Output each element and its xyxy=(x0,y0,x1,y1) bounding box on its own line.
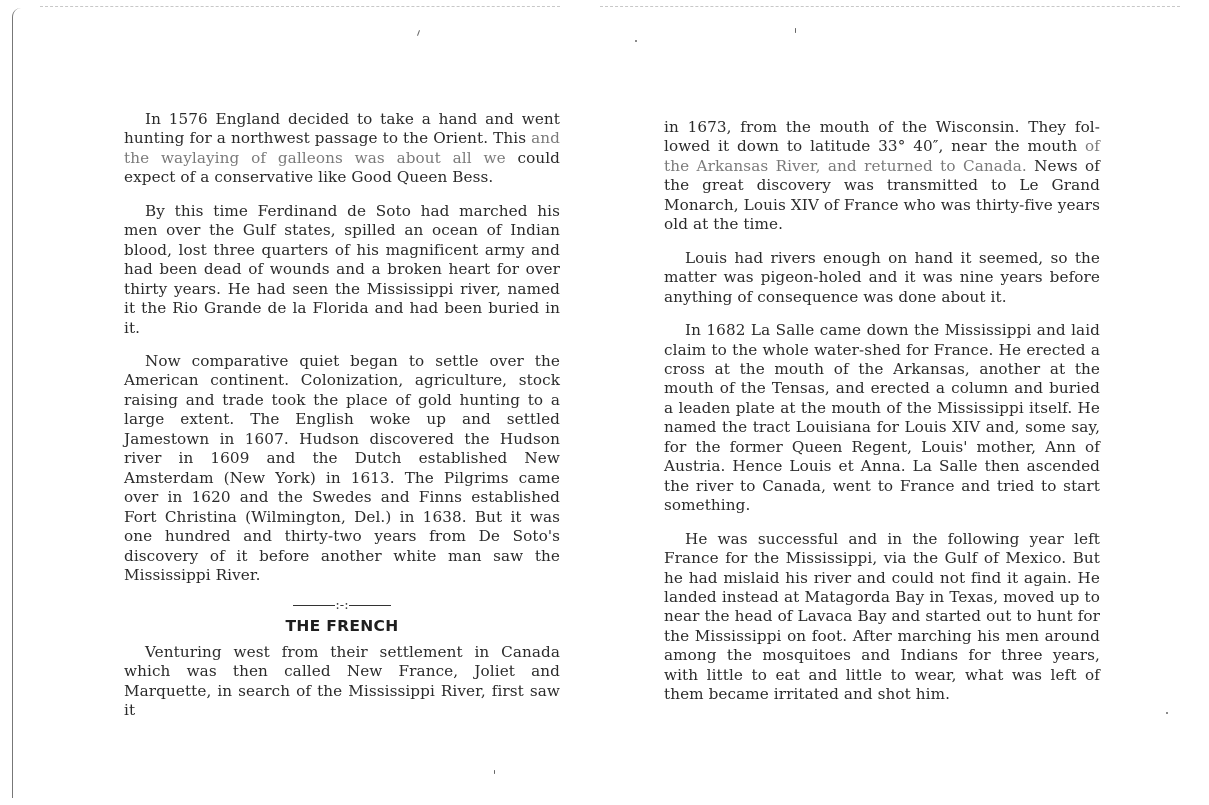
text-line: thirty-five years old at the time. xyxy=(664,195,1100,234)
paragraph-de-soto: By this time Ferdinand de Soto had marched his men over the Gulf states, spilled an ocean of Indian blood, lost three quarters of his magnificent army and had been dead of wounds and a broken heart for over thirty years. He had seen the Mississippi river, named it the Rio Grande de la Florida and had been buried in it. xyxy=(124,201,560,337)
scan-binding-edge xyxy=(12,8,21,798)
paragraph-louis-rivers: Louis had rivers enough on hand it seemed, so the matter was pigeon-holed and it was nine years before anything of consequence was done about it. xyxy=(664,248,1100,306)
scan-speck xyxy=(1166,712,1168,714)
paragraph-colonization: Now comparative quiet began to settle over the American continent. Colonization, agriculture, stock raising and trade took the place of gold hunting to a large extent. The English woke up and settled Jamestown in 1607. Hudson discovered the Hudson river in 1609 and the Dutch established New Amsterdam (New York) in 1613. The Pilgrims came over in 1620 and the Swedes and Finns established Fort Christina (Wilmington, Del.) in 1638. But it was one hundred and thirty-two years from De Soto's discovery of it before another white man saw the Mississippi River. xyxy=(124,351,560,584)
scan-speck xyxy=(795,28,796,33)
separator-rule-left xyxy=(293,605,335,606)
scan-speck xyxy=(417,30,420,36)
scan-top-edge-right xyxy=(600,6,1180,7)
text-line: in 1673, from the mouth of the Wisconsin. They fol- xyxy=(664,118,1100,136)
text-line: In 1576 England decided to take a hand and went xyxy=(145,110,560,128)
text-line: News of the great discovery was transmitted to Le xyxy=(664,156,1100,195)
paragraph-la-salle-claim: In 1682 La Salle came down the Mississippi and laid claim to the whole water-shed for France. He erected a cross at the mouth of the Arkansas, another at the mouth of the Tensas, and erected a column and buried a leaden plate at the mouth of the Mississippi itself. He named the tract Louisiana for Louis XIV and, some say, for the former Queen Regent, Louis' mother, Ann of Austria. Hence Louis et Anna. La Salle then ascended the river to Canada, went to France and tried to start something. xyxy=(664,321,1100,515)
paragraph-joliet-marquette: Venturing west from their settlement in Canada which was then called New France, Joliet and Marquette, in search of the Mississippi River, first saw it xyxy=(124,642,560,720)
text-line: could expect of a conservative like Good Queen Bess. xyxy=(124,148,560,187)
section-separator xyxy=(124,599,560,613)
paragraph-la-salle-fate: He was successful and in the following year left France for the Mississippi, via the Gulf of Mexico. But he had mislaid his river and could not find it again. He landed instead at Matagorda Bay in Texas, moved up to near the head of Lavaca Bay and started out to hunt for the Mississippi on foot. After marching his men around among the mosquitoes and Indians for three years, with little to eat and little to wear, what was left of them became irritated and shot him. xyxy=(664,529,1100,704)
text-line: lowed it down to latitude 33° 40″, near the mouth xyxy=(664,137,1078,156)
right-page xyxy=(664,118,1100,719)
separator-rule-right xyxy=(349,605,391,606)
left-page xyxy=(124,110,560,735)
scan-top-edge-left xyxy=(40,6,560,7)
paragraph-england xyxy=(124,110,560,188)
paragraph-continuation xyxy=(664,118,1100,235)
text-line-faded: and the waylaying of galleons was about all we xyxy=(124,129,560,167)
text-line: hunting for a northwest passage to the Orient. This xyxy=(124,129,527,148)
text-line: Grand Monarch, Louis XIV of France who was xyxy=(664,176,1100,214)
section-heading: THE FRENCH xyxy=(285,617,399,636)
scan-speck xyxy=(494,770,495,774)
scan-speck xyxy=(635,40,637,42)
text-line-faded: of the Arkansas River, and returned to Canada. xyxy=(664,137,1100,175)
separator-ornament: :-: xyxy=(335,598,349,614)
